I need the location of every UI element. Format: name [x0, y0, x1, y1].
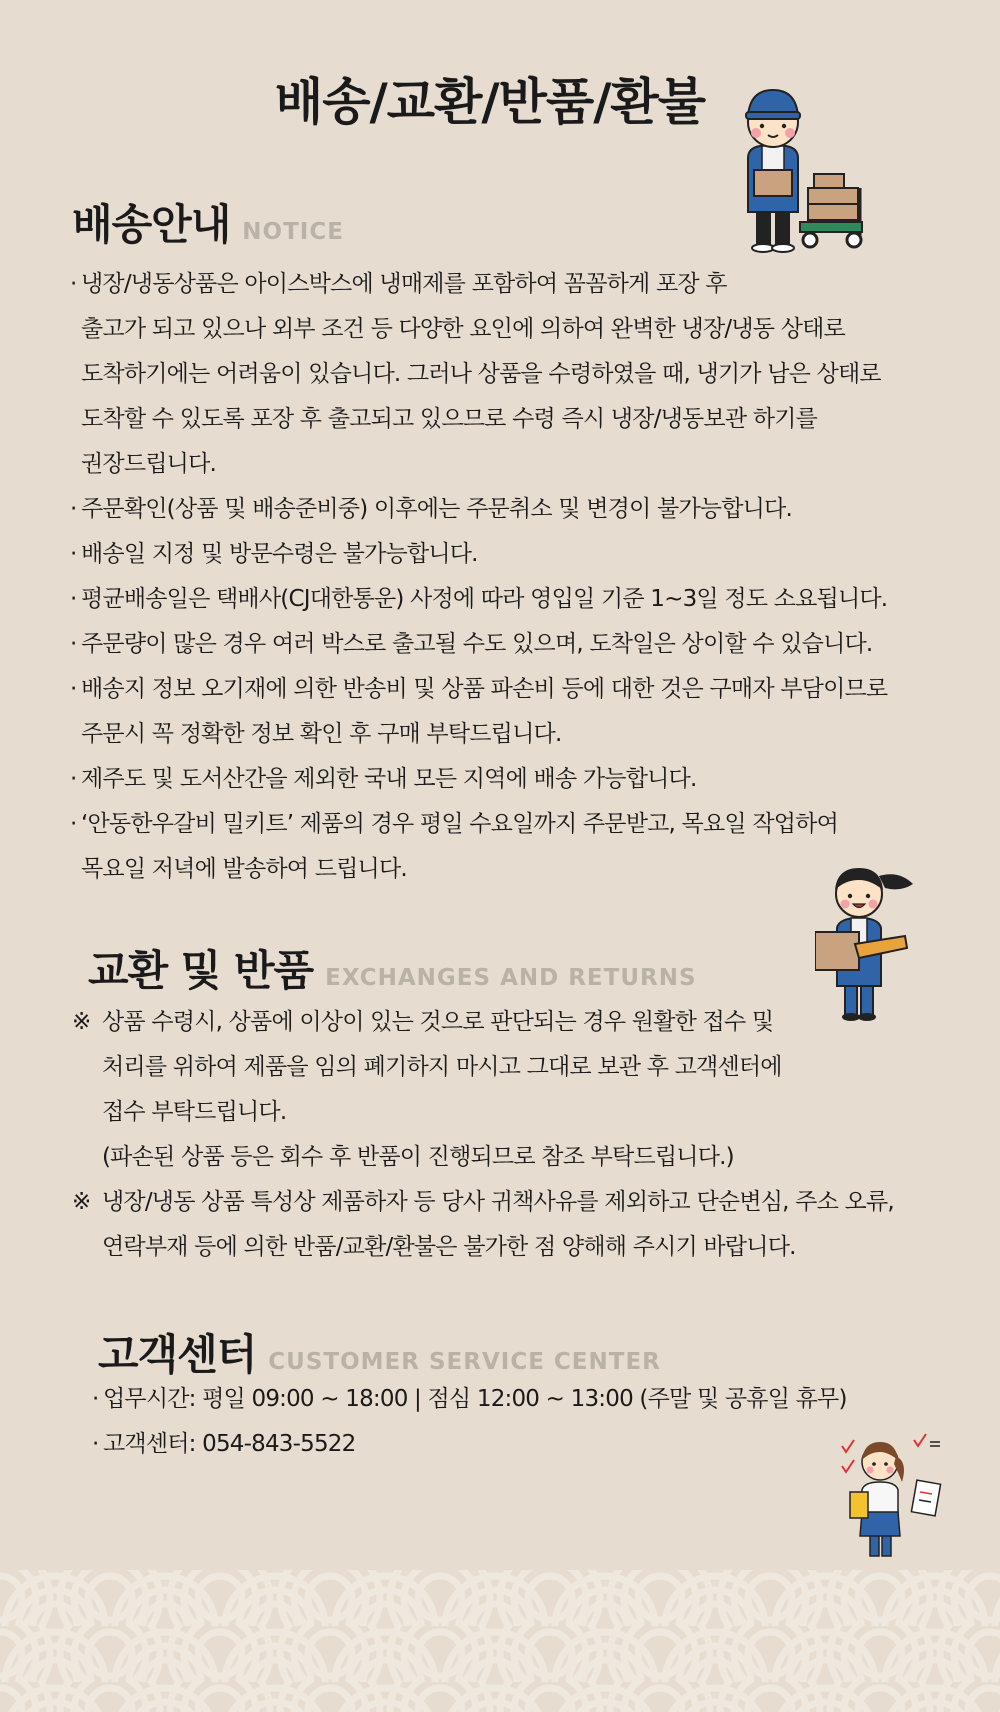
box-carrier-woman-icon [815, 862, 945, 1022]
exchange-section-heading [88, 938, 697, 998]
list-item: 연락부재 등에 의한 반품/교환/환불은 불가한 점 양해해 주시기 바랍니다. [102, 1234, 796, 1260]
list-item: · 주문량이 많은 경우 여러 박스로 출고될 수도 있으며, 도착일은 상이할 수 있습니다. [70, 622, 887, 667]
list-item: · 업무시간: 평일 09:00 ~ 18:00 | 점심 12:00 ~ 13:00 (주말 및 공휴일 휴무) [92, 1377, 847, 1422]
customer-list [92, 1377, 847, 1467]
customer-section-heading [98, 1322, 661, 1382]
bullet: · [70, 541, 77, 567]
delivery-man-icon [740, 88, 880, 258]
shipping-heading-en: NOTICE [242, 219, 344, 245]
ref-mark: ※ [72, 1189, 91, 1215]
list-item: ※ 상품 수령시, 상품에 이상이 있는 것으로 판단되는 경우 원활한 접수 및 [72, 1000, 894, 1045]
list-item: · 배송일 지정 및 방문수령은 불가능합니다. [70, 532, 887, 577]
bullet: · [70, 586, 77, 612]
list-item: · 냉장/냉동상품은 아이스박스에 냉매제를 포함하여 꼼꼼하게 포장 후 [70, 262, 887, 307]
bullet: · [70, 271, 77, 297]
bullet: · [70, 766, 77, 792]
bullet: · [70, 676, 77, 702]
ref-mark: ※ [72, 1009, 91, 1035]
shipping-heading: 배송안내 [72, 200, 231, 249]
list-item: · 주문확인(상품 및 배송준비중) 이후에는 주문취소 및 변경이 불가능합니다. [70, 487, 887, 532]
list-item: 권장드립니다. [81, 451, 217, 477]
list-item: 주문시 꼭 정확한 정보 확인 후 구매 부탁드립니다. [81, 721, 562, 747]
list-item: · 평균배송일은 택배사(CJ대한통운) 사정에 따라 영입일 기준 1~3일 정도 소요됩니다. [70, 577, 887, 622]
bullet: · [92, 1386, 99, 1412]
customer-heading: 고객센터 [98, 1330, 257, 1379]
shipping-section-heading [72, 192, 344, 252]
list-item: 도착할 수 있도록 포장 후 출고되고 있으므로 수령 즉시 냉장/냉동보관 하기를 [81, 406, 818, 432]
list-item: 처리를 위하여 제품을 임의 폐기하지 마시고 그대로 보관 후 고객센터에 [102, 1054, 782, 1080]
bullet: · [70, 811, 77, 837]
shipping-list [70, 262, 887, 892]
list-item: · 제주도 및 도서산간을 제외한 국내 모든 지역에 배송 가능합니다. [70, 757, 887, 802]
exchange-list [72, 1000, 894, 1270]
customer-heading-en: CUSTOMER SERVICE CENTER [268, 1349, 661, 1375]
bullet: · [70, 496, 77, 522]
call-center-woman-icon [832, 1432, 947, 1562]
bullet: · [70, 631, 77, 657]
list-item: 출고가 되고 있으나 외부 조건 등 다양한 요인에 의하여 완벽한 냉장/냉동 상태로 [81, 316, 845, 342]
list-item: · 배송지 정보 오기재에 의한 반송비 및 상품 파손비 등에 대한 것은 구매자 부담이므로 [70, 667, 887, 712]
list-item: · 고객센터: 054-843-5522 [92, 1422, 847, 1467]
wave-pattern [0, 1570, 1000, 1712]
list-item: · ‘안동한우갈비 밀키트’ 제품의 경우 평일 수요일까지 주문받고, 목요일 작업하여 [70, 802, 887, 847]
exchange-heading-en: EXCHANGES AND RETURNS [325, 965, 697, 991]
page-title: 배송/교환/반품/환불 [274, 73, 706, 131]
list-item: 접수 부탁드립니다. [102, 1099, 287, 1125]
list-item: (파손된 상품 등은 회수 후 반품이 진행되므로 참조 부탁드립니다.) [102, 1144, 734, 1170]
list-item: ※ 냉장/냉동 상품 특성상 제품하자 등 당사 귀책사유를 제외하고 단순변심, 주소 오류, [72, 1180, 894, 1225]
bullet: · [92, 1431, 99, 1457]
exchange-heading: 교환 및 반품 [88, 946, 314, 995]
list-item: 목요일 저녁에 발송하여 드립니다. [81, 856, 407, 882]
list-item: 도착하기에는 어려움이 있습니다. 그러나 상품을 수령하였을 때, 냉기가 남은 상태로 [81, 361, 881, 387]
